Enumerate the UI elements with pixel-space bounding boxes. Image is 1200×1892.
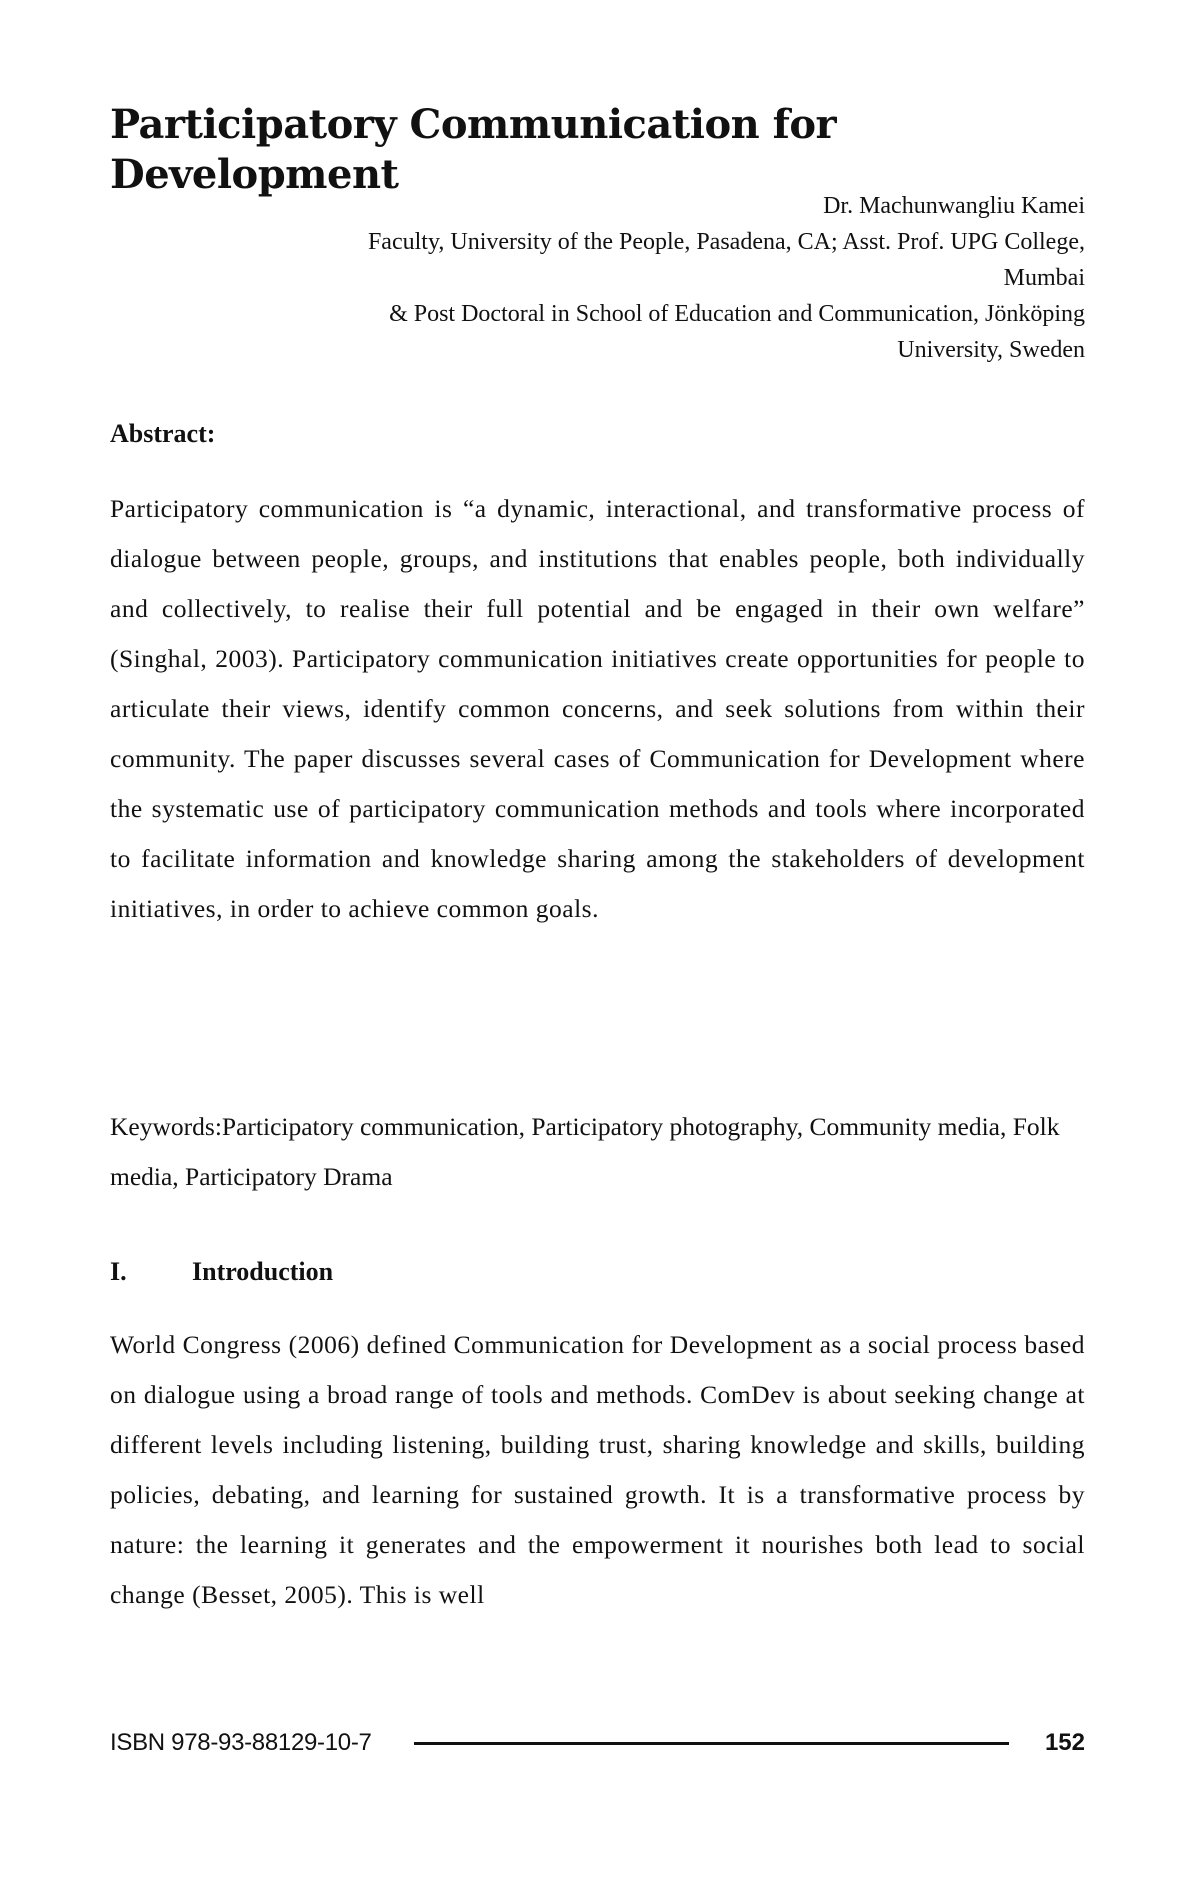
keywords-text: Participatory communication, Participatory photography, Community media, Folk media, Participatory Drama	[110, 1112, 1060, 1191]
author-block	[110, 188, 1085, 368]
abstract-heading: Abstract:	[110, 419, 216, 448]
section-number: I.	[110, 1257, 127, 1286]
author-affiliation-line: & Post Doctoral in School of Education and Communication, Jönköping	[389, 301, 1085, 327]
author-affiliation-line: University, Sweden	[897, 337, 1085, 363]
keywords-label: Keywords:	[110, 1112, 222, 1141]
author-affiliation-line: Faculty, University of the People, Pasadena, CA; Asst. Prof. UPG College,	[367, 229, 1085, 255]
paper-title: Participatory Communication for Development	[110, 101, 837, 198]
abstract-paragraph: Participatory communication is “a dynamic, interactional, and transformative process of dialogue between people, groups, and institutions that enables people, both individually and collectively, to realise their full potential and be engaged in their own welfare” (Singhal, 2003). Participatory communication initiatives create opportunities for people to articulate their views, identify common concerns, and seek solutions from within their community. The paper discusses several cases of Communication for Development where the systematic use of participatory communication methods and tools where incorporated to facilitate information and knowledge sharing among the stakeholders of development initiatives, in order to achieve common goals.	[110, 494, 1085, 923]
author-name: Dr. Machunwangliu Kamei	[823, 193, 1085, 219]
author-affiliation-line: Mumbai	[1003, 265, 1085, 291]
keywords-paragraph	[110, 1102, 1085, 1202]
isbn-text: ISBN 978-93-88129-10-7	[110, 1729, 372, 1756]
page-footer	[110, 1725, 1085, 1761]
page-number: 152	[1044, 1729, 1085, 1756]
section-title: Introduction	[192, 1257, 334, 1286]
footer-rule	[414, 1742, 1009, 1745]
section-heading-introduction	[110, 1254, 333, 1290]
introduction-paragraph: World Congress (2006) defined Communication for Development as a social process based on dialogue using a broad range of tools and methods. ComDev is about seeking change at different levels including listening, building trust, sharing knowledge and skills, building policies, debating, and learning for sustained growth. It is a transformative process by nature: the learning it generates and the empowerment it nourishes both lead to social change (Besset, 2005). This is well	[110, 1330, 1085, 1609]
